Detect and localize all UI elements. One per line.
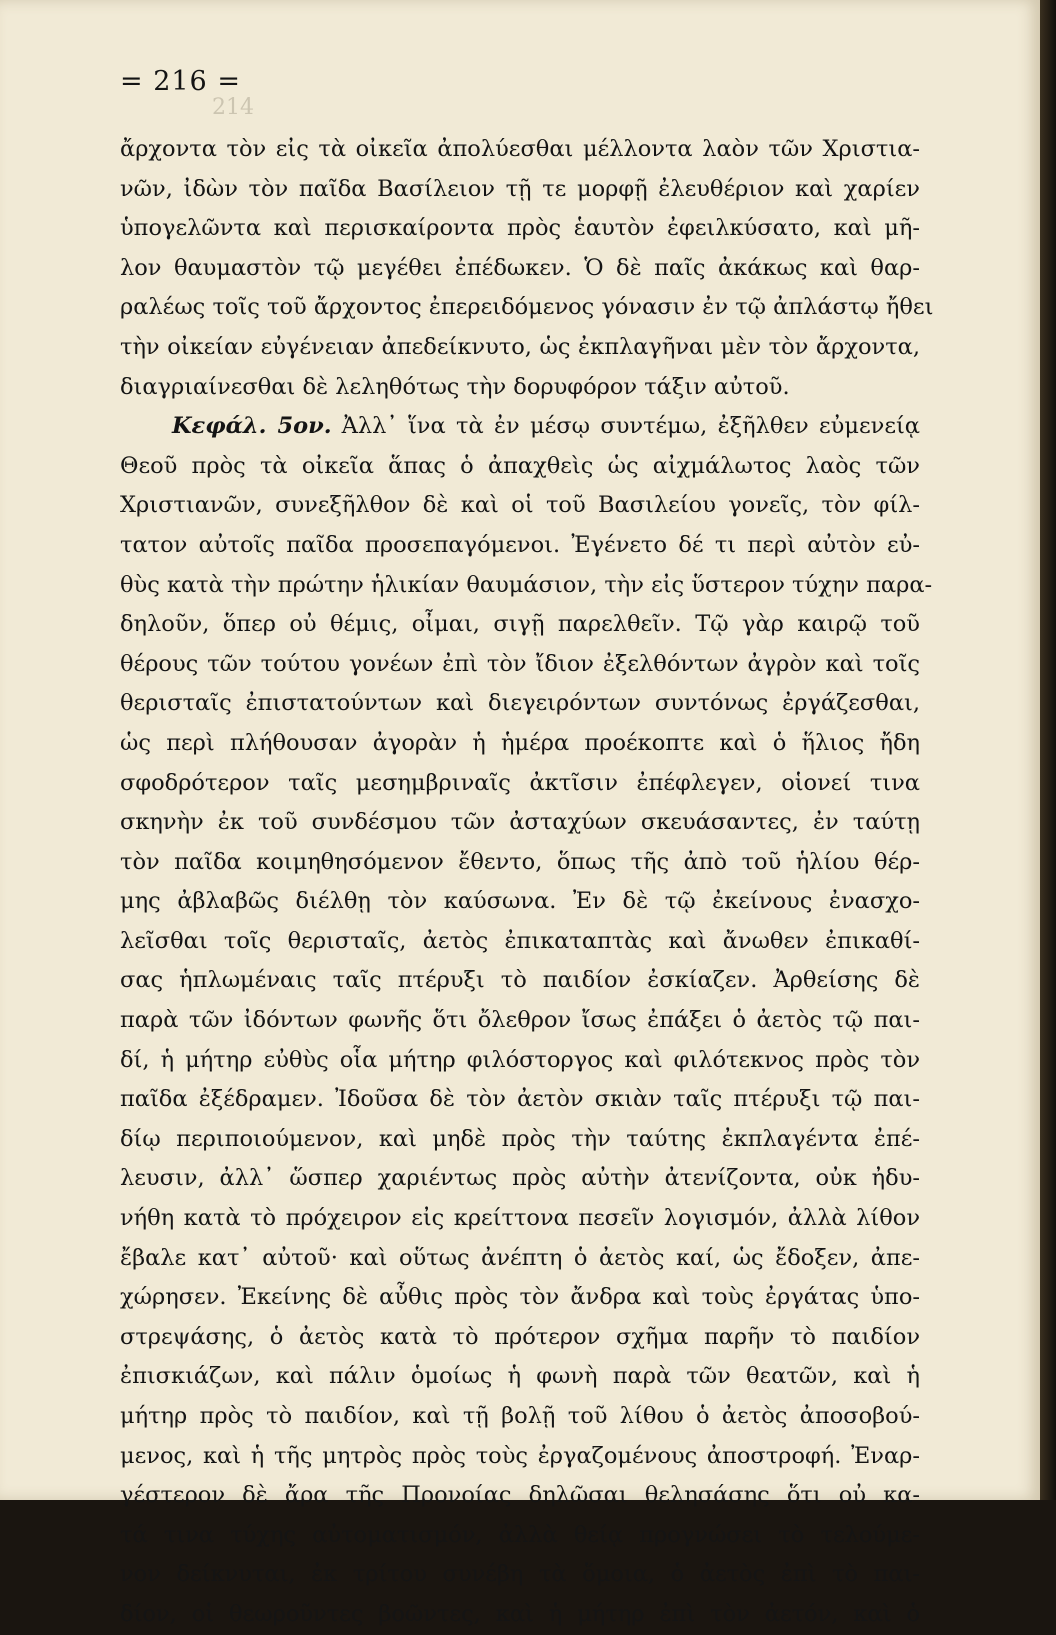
- page-number: = 216 =: [120, 66, 241, 97]
- text-line: θερισταῖς ἐπιστατούντων καὶ διεγειρόντων συντόνως ἐργάζεσθαι,: [120, 690, 920, 717]
- text-line: Χριστιανῶν, συνεξῆλθον δὲ καὶ οἱ τοῦ Βασιλείου γονεῖς, τὸν φίλ-: [120, 492, 920, 519]
- text-line: λεῖσθαι τοῖς θερισταῖς, ἀετὸς ἐπικαταπτὰς καὶ ἄνωθεν ἐπικαθί-: [120, 927, 920, 954]
- text-line: Θεοῦ πρὸς τὰ οἰκεῖα ἅπας ὁ ἀπαχθεὶς ὡς αἰχμάλωτος λαὸς τῶν: [120, 452, 920, 479]
- text-line: διαγριαίνεσθαι δὲ λεληθότως τὴν δορυφόρον τάξιν αὐτοῦ.: [120, 373, 790, 400]
- text-line: χώρησεν. Ἐκείνης δὲ αὖθις πρὸς τὸν ἄνδρα καὶ τοὺς ἐργάτας ὑπο-: [120, 1284, 920, 1311]
- text-line: σφοδρότερον ταῖς μεσημβριναῖς ἀκτῖσιν ἐπέφλεγεν, οἱονεί τινα: [120, 769, 920, 796]
- text-line: νον δείκνυται, ἐκ τρίτου συνέβη τὰ ὅμοια, ὁ ἀετὸς ἐπὶ τὸ παι-: [120, 1561, 920, 1588]
- text-line: σκηνὴν ἐκ τοῦ συνδέσμου τῶν ἀσταχύων σκευάσαντες, ἐν ταύτῃ: [120, 809, 920, 836]
- text-line: λευσιν, ἀλλ᾽ ὥσπερ χαριέντως πρὸς αὐτὴν ἀτενίζοντα, οὐκ ἠδυ-: [120, 1165, 920, 1192]
- text-line: νῶν, ἰδὼν τὸν παῖδα Βασίλειον τῇ τε μορφῇ ἐλευθέριον καὶ χαρίεν: [120, 175, 920, 202]
- text-line: ἔβαλε κατ᾽ αὐτοῦ· καὶ οὕτως ἀνέπτη ὁ ἀετὸς καί, ὡς ἔδοξεν, ἀπε-: [120, 1244, 920, 1271]
- book-spine-edge: [1040, 0, 1056, 1500]
- text-line: δίον, οἱ θεωροῦντες βοῶντες, καὶ ἡ μήτηρ ἐπὶ τὸν ἀετόν, καὶ ὁ: [120, 1600, 920, 1627]
- text-line: δί, ἡ μήτηρ εὐθὺς οἷα μήτηρ φιλόστοργος καὶ φιλότεκνος πρὸς τὸν: [120, 1046, 920, 1073]
- chapter-first-line: [120, 407, 920, 447]
- text-line: τατον αὐτοῖς παῖδα προσεπαγόμενοι. Ἐγένετο δέ τι περὶ αὐτὸν εὐ-: [120, 531, 920, 558]
- text-line: τὸν παῖδα κοιμηθησόμενον ἔθεντο, ὅπως τῆς ἀπὸ τοῦ ἡλίου θέρ-: [120, 848, 920, 875]
- text-line: μήτηρ πρὸς τὸ παιδίον, καὶ τῇ βολῇ τοῦ λίθου ὁ ἀετὸς ἀποσοβού-: [120, 1403, 920, 1429]
- text-line: ραλέως τοῖς τοῦ ἄρχοντος ἐπερειδόμενος γόνασιν ἐν τῷ ἀπλάστῳ ἤθει: [120, 294, 934, 321]
- text-line: τά τινα τύχης αὐτοματισμόν, ἀλλὰ θείᾳ προγνώσει τὸ τελούμε-: [120, 1521, 920, 1548]
- body-text: [120, 130, 934, 1635]
- text-line: δίῳ περιποιούμενον, καὶ μηδὲ πρὸς τὴν ταύτης ἐκπλαγέντα ἐπέ-: [120, 1125, 920, 1152]
- text-line: ὑπογελῶντα καὶ περισκαίροντα πρὸς ἑαυτὸν ἐφειλκύσατο, καὶ μῆ-: [120, 215, 920, 242]
- text-line: παρὰ τῶν ἰδόντων φωνῆς ὅτι ὄλεθρον ἴσως ἐπάξει ὁ ἀετὸς τῷ παι-: [120, 1007, 920, 1034]
- text-line: ἄρχοντα τὸν εἰς τὰ οἰκεῖα ἀπολύεσθαι μέλλοντα λαὸν τῶν Χριστια-: [120, 136, 920, 162]
- chapter-heading: Κεφάλ. 5ον.: [172, 413, 332, 440]
- text-line: λον θαυμαστὸν τῷ μεγέθει ἐπέδωκεν. Ὁ δὲ παῖς ἀκάκως καὶ θαρ-: [120, 254, 920, 281]
- text-line: στρεψάσης, ὁ ἀετὸς κατὰ τὸ πρότερον σχῆμα παρῆν τὸ παιδίον: [120, 1323, 920, 1350]
- text-line: ὡς περὶ πλήθουσαν ἀγορὰν ἡ ἡμέρα προέκοπτε καὶ ὁ ἥλιος ἤδη: [120, 729, 920, 756]
- text-line: θέρους τῶν τούτου γονέων ἐπὶ τὸν ἴδιον ἐξελθόντων ἀγρὸν καὶ τοῖς: [120, 650, 920, 677]
- text-line: νήθη κατὰ τὸ πρόχειρον εἰς κρείττονα πεσεῖν λογισμόν, ἀλλὰ λίθον: [120, 1205, 920, 1232]
- bleed-through-page-number: 214: [212, 95, 254, 120]
- text-line: σας ἡπλωμέναις ταῖς πτέρυξι τὸ παιδίον ἐσκίαζεν. Ἀρθείσης δὲ: [120, 967, 920, 994]
- text-line: τὴν οἰκείαν εὐγένειαν ἀπεδείκνυτο, ὡς ἐκπλαγῆναι μὲν τὸν ἄρχοντα,: [120, 333, 920, 360]
- text-line: γέστερον δὲ ἄρα τῆς Προνοίας δηλῶσαι θελησάσης ὅτι οὐ κα-: [120, 1482, 920, 1509]
- text-line: μης ἀβλαβῶς διέλθῃ τὸν καύσωνα. Ἐν δὲ τῷ ἐκείνους ἐνασχο-: [120, 888, 920, 915]
- text-line: μενος, καὶ ἡ τῆς μητρὸς πρὸς τοὺς ἐργαζομένους ἀποστροφή. Ἐναρ-: [120, 1442, 920, 1469]
- text-line: παῖδα ἐξέδραμεν. Ἰδοῦσα δὲ τὸν ἀετὸν σκιὰν ταῖς πτέρυξι τῷ παι-: [120, 1086, 920, 1113]
- text-line: θὺς κατὰ τὴν πρώτην ἡλικίαν θαυμάσιον, τὴν εἰς ὕστερον τύχην παρα-: [120, 571, 933, 598]
- chapter-first-line-text: Ἀλλ᾽ ἵνα τὰ ἐν μέσῳ συντέμω, ἐξῆλθεν εὐμενείᾳ: [341, 413, 920, 440]
- text-line: ἐπισκιάζων, καὶ πάλιν ὁμοίως ἡ φωνὴ παρὰ τῶν θεατῶν, καὶ ἡ: [120, 1363, 920, 1390]
- text-line: δηλοῦν, ὅπερ οὐ θέμις, οἶμαι, σιγῇ παρελθεῖν. Τῷ γὰρ καιρῷ τοῦ: [120, 611, 920, 638]
